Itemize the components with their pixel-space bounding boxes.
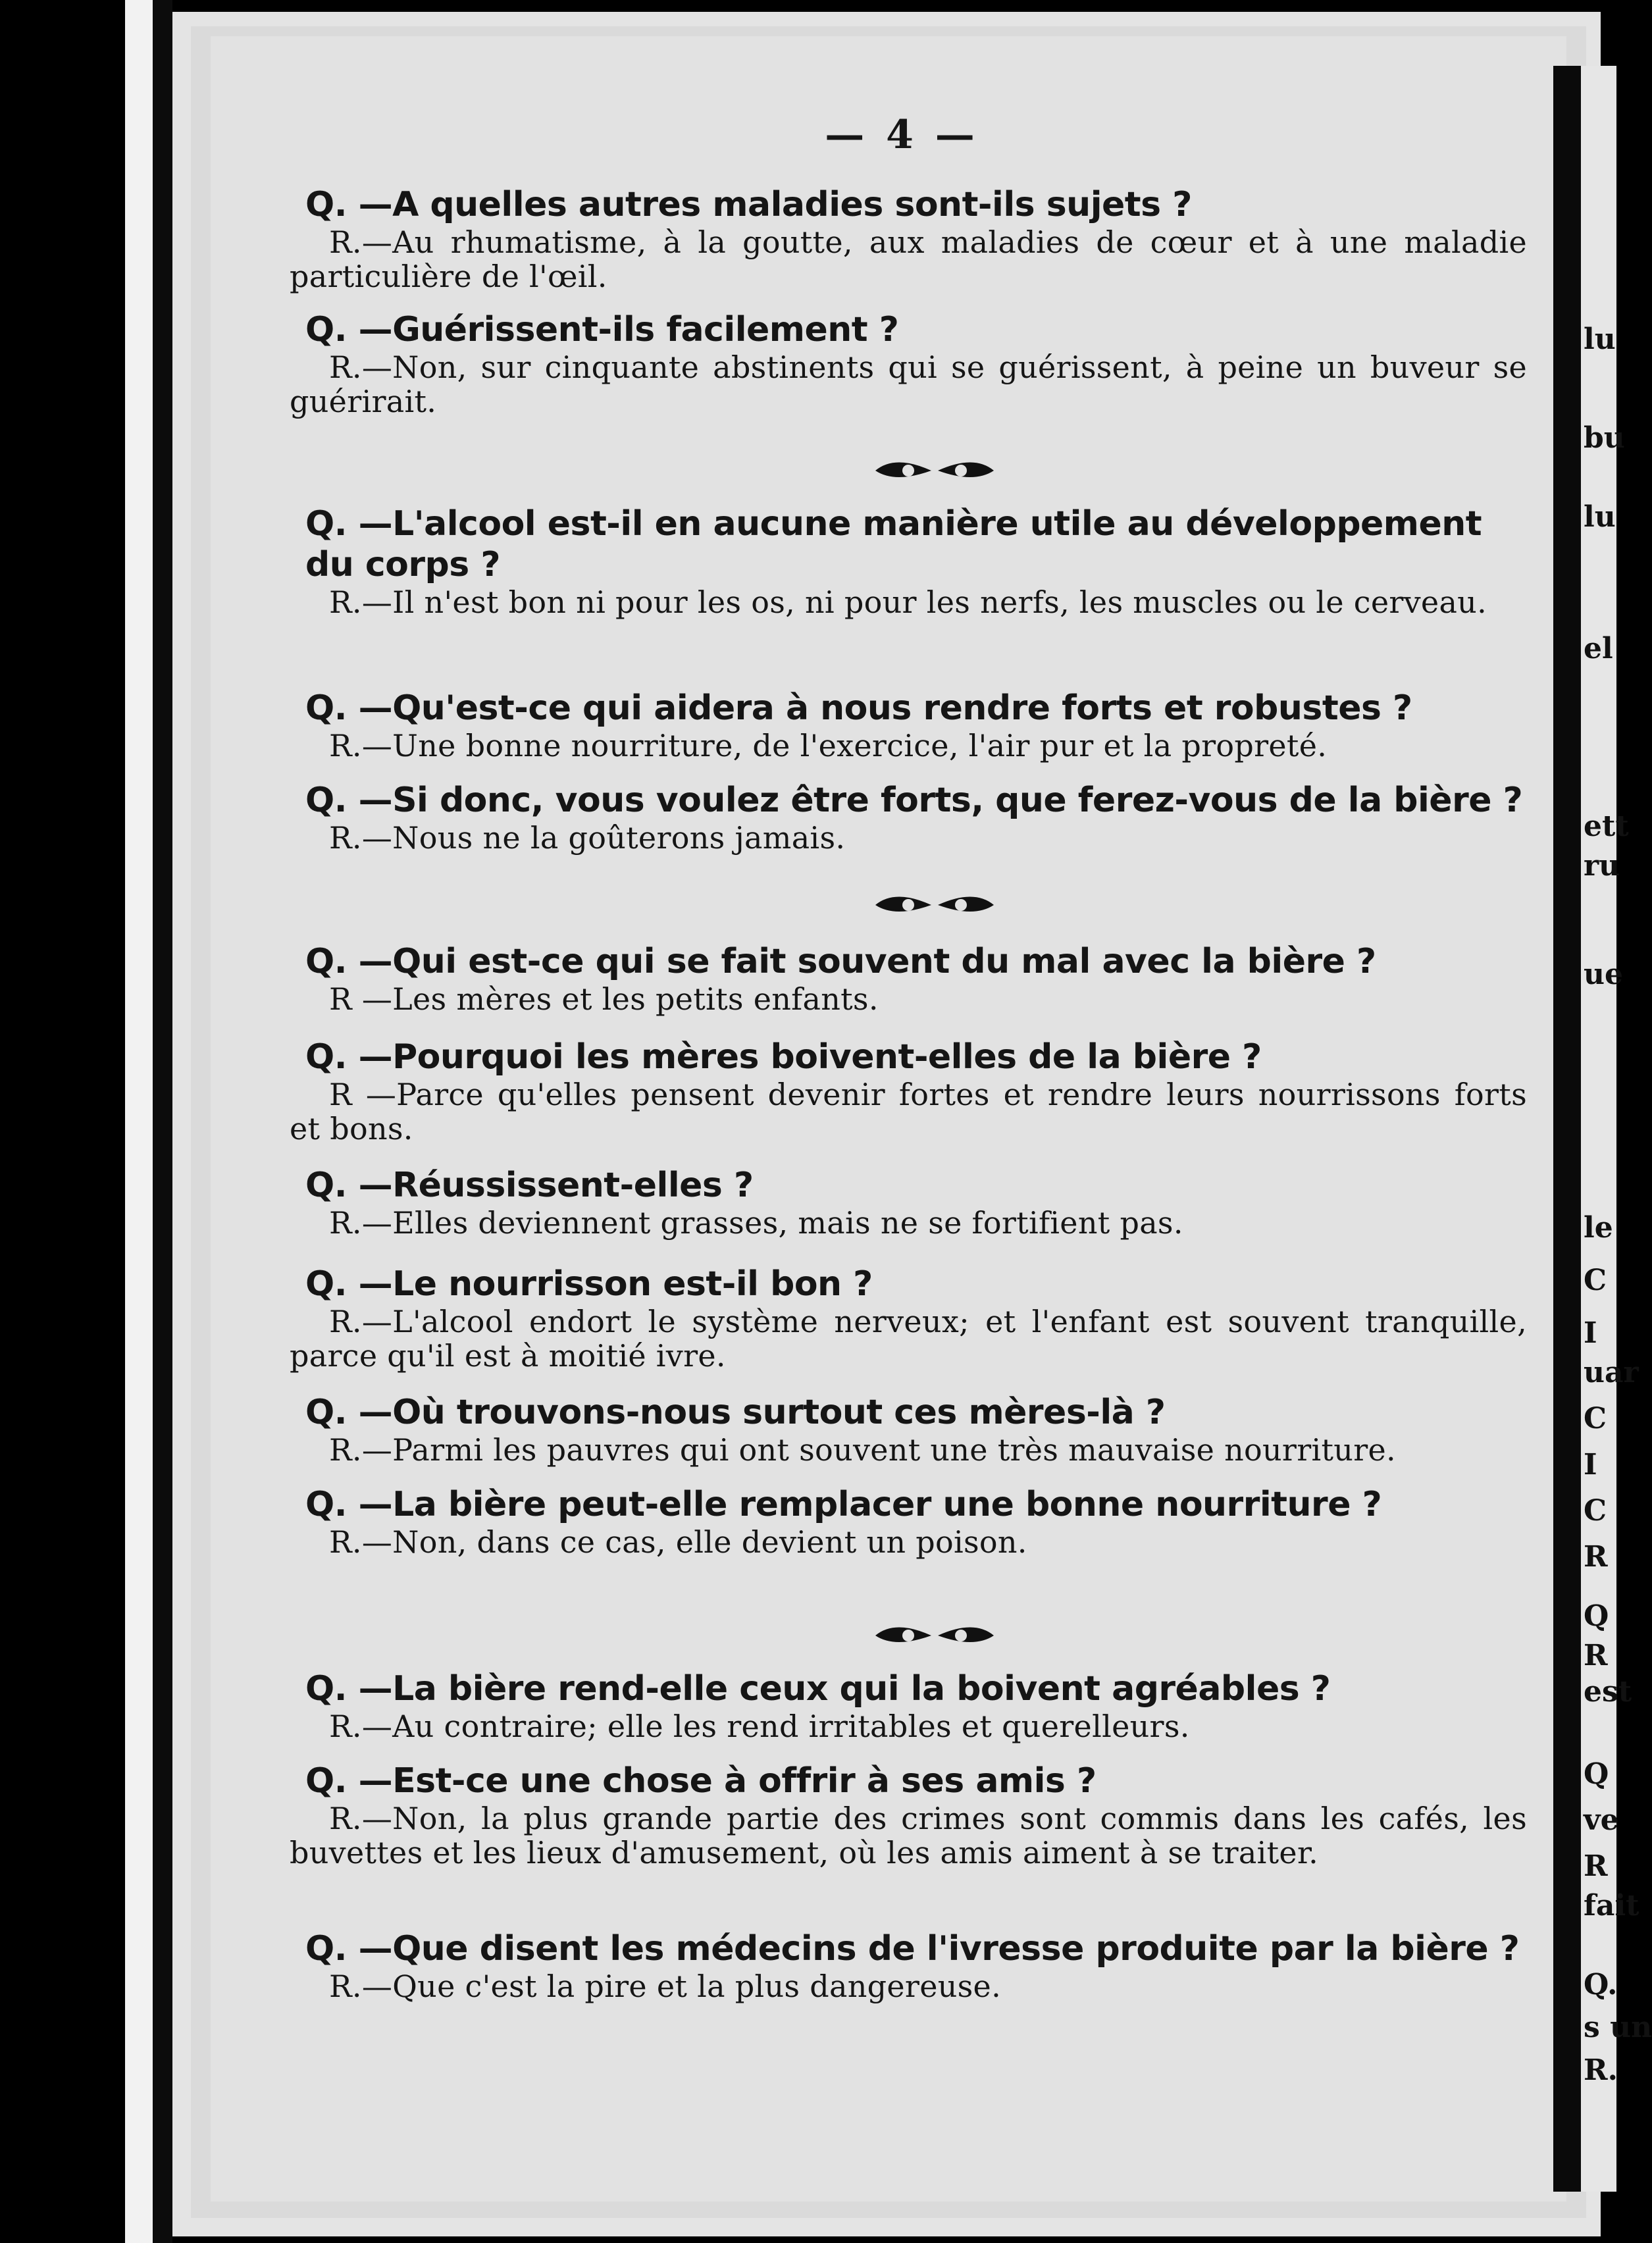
- qa-group: [290, 1668, 1527, 1743]
- adjacent-text-fragment: R.: [1584, 2053, 1618, 2087]
- question: Q. —Qu'est-ce qui aidera à nous rendre forts et robustes ?: [305, 688, 1412, 728]
- question: Q. —Le nourrisson est-il bon ?: [305, 1264, 873, 1304]
- question: Q. —L'alcool est-il en aucune manière utile au développement du corps ?: [305, 504, 1482, 584]
- question: Q. —Guérissent-ils facilement ?: [305, 310, 899, 349]
- question: Q. —La bière peut-elle remplacer une bonne nourriture ?: [305, 1485, 1382, 1524]
- adjacent-text-fragment: R: [1584, 1540, 1608, 1574]
- adjacent-text-fragment: uar: [1584, 1356, 1639, 1389]
- qa-group: [290, 1392, 1527, 1467]
- answer: R.—Au contraire; elle les rend irritables et querelleurs.: [329, 1709, 1190, 1744]
- question: Q. —Pourquoi les mères boivent-elles de la bière ?: [305, 1037, 1262, 1077]
- qa-group: [290, 1037, 1527, 1146]
- ornament-divider: [869, 1616, 1000, 1655]
- question: Q. —A quelles autres maladies sont-ils sujets ?: [305, 185, 1192, 224]
- question: Q. —Si donc, vous voulez être forts, que ferez-vous de la bière ?: [305, 781, 1523, 820]
- qa-group: [290, 780, 1527, 855]
- answer: R.—Une bonne nourriture, de l'exercice, l'air pur et la propreté.: [329, 728, 1328, 763]
- answer: R.—Non, dans ce cas, elle devient un poison.: [329, 1524, 1027, 1560]
- qa-group: [290, 1484, 1527, 1559]
- document-page: [211, 36, 1566, 2202]
- adjacent-text-fragment: ru: [1584, 849, 1620, 883]
- answer: R.—Elles deviennent grasses, mais ne se fortifient pas.: [329, 1205, 1183, 1241]
- adjacent-text-fragment: C: [1584, 1402, 1607, 1435]
- qa-group: [290, 1165, 1527, 1240]
- answer: R.—Il n'est bon ni pour les os, ni pour les nerfs, les muscles ou le cerveau.: [329, 584, 1487, 620]
- question: Q. —Que disent les médecins de l'ivresse produite par la bière ?: [305, 1929, 1520, 1969]
- ornament-divider: [869, 451, 1000, 490]
- answer: R.—Non, sur cinquante abstinents qui se guérissent, à peine un buveur se guérirait.: [290, 349, 1527, 419]
- answer: R —Les mères et les petits enfants.: [329, 981, 879, 1017]
- scan-edge-light: [125, 0, 153, 2243]
- adjacent-text-fragment: R: [1584, 1849, 1608, 1883]
- adjacent-text-fragment: bu: [1584, 421, 1625, 455]
- adjacent-page-edge: [1581, 66, 1652, 2192]
- adjacent-text-fragment: C: [1584, 1264, 1607, 1297]
- adjacent-text-fragment: le: [1584, 1211, 1613, 1245]
- qa-group: [290, 941, 1527, 1016]
- adjacent-text-fragment: fait: [1584, 1889, 1639, 1922]
- adjacent-text-fragment: est: [1584, 1675, 1632, 1709]
- page-number: — 4 —: [825, 112, 979, 158]
- adjacent-text-fragment: Q.: [1584, 1968, 1618, 2001]
- adjacent-text-fragment: ve: [1584, 1803, 1619, 1837]
- answer: R.—Au rhumatisme, à la goutte, aux maladies de cœur et à une maladie particulière de l'œil.: [290, 224, 1527, 294]
- page-content: [211, 36, 1566, 2202]
- question: Q. —Est-ce une chose à offrir à ses amis ?: [305, 1761, 1097, 1801]
- adjacent-text-fragment: ett: [1584, 810, 1629, 843]
- adjacent-text-fragment: I: [1584, 1448, 1597, 1482]
- qa-group: [290, 688, 1527, 763]
- adjacent-text-fragment: lu: [1584, 322, 1616, 356]
- question: Q. —Où trouvons-nous surtout ces mères-là ?: [305, 1393, 1166, 1432]
- adjacent-text-fragment: I: [1584, 1316, 1597, 1350]
- answer: R.—Parmi les pauvres qui ont souvent une très mauvaise nourriture.: [329, 1432, 1396, 1468]
- qa-group: [290, 1761, 1527, 1870]
- qa-group: [290, 309, 1527, 419]
- answer: R.—Que c'est la pire et la plus dangereuse.: [329, 1969, 1001, 2004]
- question: Q. —La bière rend-elle ceux qui la boivent agréables ?: [305, 1669, 1331, 1709]
- answer: R.—L'alcool endort le système nerveux; et l'enfant est souvent tranquille, parce qu'il est à moitié ivre.: [290, 1304, 1527, 1374]
- answer: R.—Non, la plus grande partie des crimes sont commis dans les cafés, les buvettes et les lieux d'amusement, où les amis aiment à se traiter.: [290, 1801, 1527, 1870]
- adjacent-text-fragment: s un: [1584, 2011, 1652, 2044]
- question: Q. —Qui est-ce qui se fait souvent du mal avec la bière ?: [305, 942, 1376, 981]
- answer: R.—Nous ne la goûterons jamais.: [329, 820, 846, 856]
- ornament-divider: [869, 885, 1000, 925]
- answer: R —Parce qu'elles pensent devenir fortes et rendre leurs nourrissons forts et bons.: [290, 1077, 1527, 1147]
- adjacent-text-fragment: Q: [1584, 1757, 1609, 1791]
- qa-group: [290, 503, 1527, 619]
- qa-group: [290, 184, 1527, 294]
- adjacent-text-fragment: el: [1584, 632, 1613, 665]
- adjacent-text-fragment: Q: [1584, 1599, 1609, 1633]
- adjacent-text-fragment: R: [1584, 1639, 1608, 1672]
- adjacent-text-fragment: ue: [1584, 958, 1623, 991]
- scan-edge-dark: [153, 0, 172, 2243]
- question: Q. —Réussissent-elles ?: [305, 1166, 754, 1205]
- adjacent-text-fragment: C: [1584, 1494, 1607, 1528]
- qa-group: [290, 1264, 1527, 1373]
- adjacent-text-fragment: lu: [1584, 500, 1616, 534]
- page-gutter: [1553, 66, 1581, 2192]
- qa-group: [290, 1928, 1527, 2003]
